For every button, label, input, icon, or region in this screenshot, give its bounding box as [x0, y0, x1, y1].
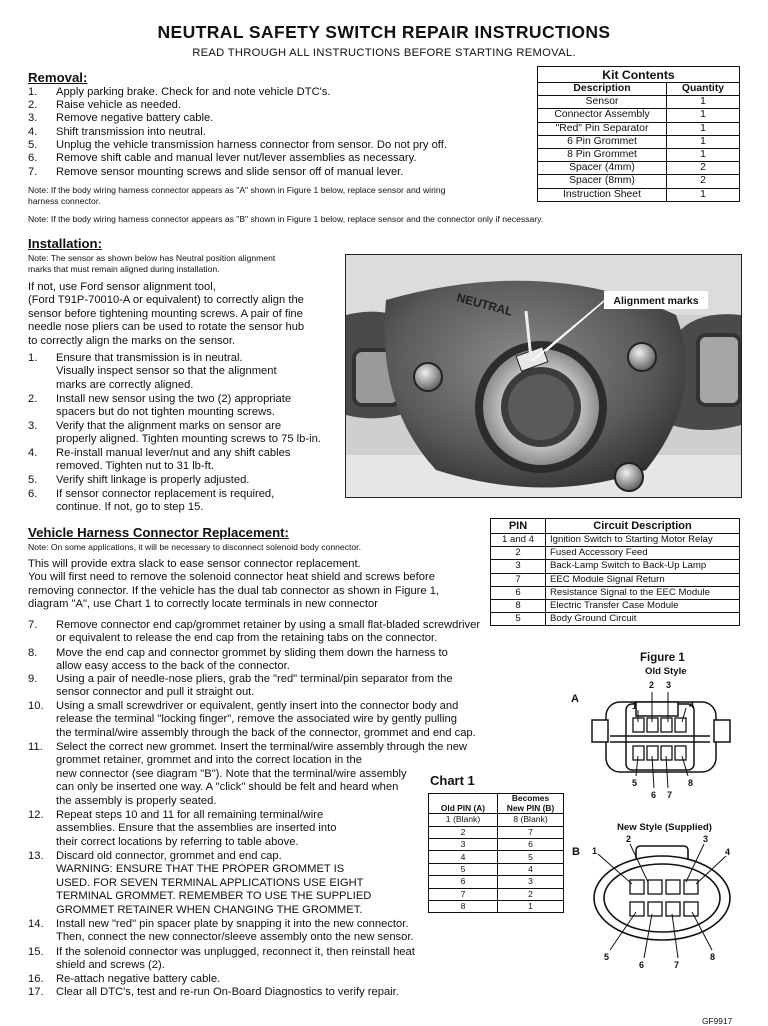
- conn-a-pin-7: 7: [667, 790, 673, 800]
- chart1-new-pin: 5: [498, 851, 564, 863]
- step-number: 5.: [28, 139, 38, 151]
- step-text-line: GROMMET RETAINER WHEN CHANGING THE GROMMET.: [56, 903, 363, 916]
- chart1-col-old: Old PIN (A): [429, 794, 498, 814]
- pin-number: 5: [491, 613, 546, 626]
- kit-quantity: 2: [667, 175, 740, 188]
- step-text-line: USED. FOR SEVEN TERMINAL APPLICATIONS USE EIGHT: [56, 876, 364, 889]
- conn-b-pin-6: 6: [639, 960, 645, 970]
- chart1-new-pin: 7: [498, 826, 564, 838]
- sensor-photo: [345, 254, 742, 498]
- pin-circuit-table: [490, 518, 740, 626]
- chart1-row: [429, 838, 564, 850]
- pin-number: 6: [491, 586, 546, 599]
- step-text-line: properly aligned. Tighten mounting screws to 75 lb-in.: [56, 433, 321, 446]
- figure1-label-b: B: [572, 846, 580, 858]
- pin-row: [491, 534, 740, 547]
- circuit-description: Back-Lamp Switch to Back-Up Lamp: [546, 560, 740, 573]
- chart1-new-pin: 8 (Blank): [498, 814, 564, 826]
- step-text-line: spacers but do not tighten mounting screws.: [56, 406, 275, 419]
- chart1-row: [429, 863, 564, 875]
- alignment-marks-callout: Alignment marks: [613, 295, 699, 307]
- step-number: 2.: [28, 393, 38, 405]
- pin-row: [491, 613, 740, 626]
- step-text: Raise vehicle as needed.: [56, 99, 182, 111]
- step-text-line: Move the end cap and connector grommet by sliding them down the harness to: [56, 647, 448, 659]
- kit-quantity: 1: [667, 135, 740, 148]
- step-text-line: assemblies. Ensure that the assemblies are inserted into: [56, 822, 337, 835]
- kit-description: "Red" Pin Separator: [538, 122, 667, 135]
- step-text-line: Verify shift linkage is properly adjusted.: [56, 474, 250, 486]
- conn-b-pin-5: 5: [604, 952, 610, 962]
- step-number: 3.: [28, 112, 38, 124]
- figure1-new-style: New Style (Supplied): [617, 822, 712, 833]
- chart1-old-pin: 8: [429, 900, 498, 912]
- step-number: 15.: [28, 946, 44, 958]
- vhcr-heading: Vehicle Harness Connector Replacement:: [28, 525, 289, 540]
- step-text-line: Visually inspect sensor so that the alignment: [56, 365, 277, 378]
- connector-b-diagram: [588, 832, 740, 972]
- step-number: 9.: [28, 673, 38, 685]
- step-number: 13.: [28, 850, 44, 862]
- chart1-old-pin: 1 (Blank): [429, 814, 498, 826]
- step-text-line: WARNING: ENSURE THAT THE PROPER GROMMET IS: [56, 863, 345, 876]
- step-number: 2.: [28, 99, 38, 111]
- step-text-line: If sensor connector replacement is required,: [56, 488, 275, 500]
- chart1-row: [429, 900, 564, 912]
- circuit-description: Ignition Switch to Starting Motor Relay: [546, 534, 740, 547]
- circuit-description: EEC Module Signal Return: [546, 573, 740, 586]
- step-number: 1.: [28, 352, 38, 364]
- step-text-line: Install new "red" pin spacer plate by snapping it into the new connector.: [56, 918, 409, 930]
- kit-quantity: 1: [667, 109, 740, 122]
- pin-col-pin: PIN: [491, 519, 546, 534]
- conn-b-pin-1: 1: [592, 846, 598, 856]
- step-text-line: If the solenoid connector was unplugged, reconnect it, then reinstall heat: [56, 946, 415, 958]
- chart1-row: [429, 814, 564, 826]
- removal-step: [28, 112, 528, 125]
- installation-heading: Installation:: [28, 236, 102, 251]
- removal-step: [28, 166, 528, 179]
- step-text-line: grommet retainer, grommet and into the correct location in the: [56, 754, 362, 767]
- kit-description: 6 Pin Grommet: [538, 135, 667, 148]
- step-text: Shift transmission into neutral.: [56, 126, 206, 138]
- step-text: Remove negative battery cable.: [56, 112, 214, 124]
- step-number: 4.: [28, 126, 38, 138]
- kit-row: [538, 162, 740, 175]
- step-text-line: TERMINAL GROMMET. REMEMBER TO USE THE SUPPLIED: [56, 890, 372, 903]
- chart1-new-pin: 1: [498, 900, 564, 912]
- step-number: 6.: [28, 488, 38, 500]
- chart1-table: [428, 793, 564, 913]
- step-text-line: the assembly is properly seated.: [56, 794, 217, 807]
- chart1-row: [429, 826, 564, 838]
- step-text-line: shield and screws (2).: [56, 959, 165, 972]
- conn-b-pin-2: 2: [626, 834, 632, 844]
- step-text-line: release the terminal "locking finger", remove the associated wire by gently pulling: [56, 713, 457, 726]
- conn-a-pin-6: 6: [651, 790, 657, 800]
- installation-note-line2: marks that must remain aligned during installation.: [28, 264, 220, 274]
- circuit-description: Body Ground Circuit: [546, 613, 740, 626]
- step-text-line: Then, connect the new connector/sleeve assembly onto the new sensor.: [56, 931, 414, 944]
- kit-description: Sensor: [538, 96, 667, 109]
- installation-paragraph-line: sensor before tightening mounting screws. A pair of fine: [28, 307, 303, 320]
- step-number: 10.: [28, 700, 44, 712]
- vhcr-paragraph-line: This will provide extra slack to ease sensor connector replacement.: [28, 558, 361, 570]
- chart1-old-pin: 4: [429, 851, 498, 863]
- chart1-col-new-line2: New PIN (B): [506, 802, 555, 813]
- figure1-title: Figure 1: [640, 652, 685, 664]
- step-number: 12.: [28, 809, 44, 821]
- kit-quantity: 2: [667, 162, 740, 175]
- kit-quantity: 1: [667, 96, 740, 109]
- pin-number: 2: [491, 547, 546, 560]
- kit-description: Spacer (8mm): [538, 175, 667, 188]
- removal-step: [28, 152, 528, 165]
- kit-contents-title: Kit Contents: [538, 67, 740, 83]
- step-number: 5.: [28, 474, 38, 486]
- pin-row: [491, 547, 740, 560]
- photo-engraving: NEUTRAL: [455, 290, 515, 319]
- conn-b-pin-8: 8: [710, 952, 716, 962]
- pin-number: 1 and 4: [491, 534, 546, 547]
- step-text-line: continue. If not, go to step 15.: [56, 501, 204, 514]
- step-number: 7.: [28, 166, 38, 178]
- vhcr-paragraph-line: diagram "A", use Chart 1 to correctly locate terminals in new connector: [28, 598, 378, 611]
- kit-row: [538, 109, 740, 122]
- chart1-col-new-line1: Becomes: [511, 793, 550, 803]
- chart1-title: Chart 1: [430, 773, 475, 788]
- removal-note-b: Note: If the body wiring harness connector appears as "B" shown in Figure 1 below, replace sensor and the connector only if necessary.: [28, 214, 544, 224]
- conn-b-pin-4: 4: [725, 847, 731, 857]
- conn-a-pin-2: 2: [649, 680, 655, 690]
- kit-contents-table: [537, 66, 740, 202]
- conn-a-pin-8: 8: [688, 778, 694, 788]
- circuit-description: Fused Accessory Feed: [546, 547, 740, 560]
- chart1-row: [429, 888, 564, 900]
- step-text-line: allow easy access to the back of the connector.: [56, 660, 290, 673]
- kit-col-quantity: Quantity: [667, 83, 740, 96]
- conn-a-pin-5: 5: [632, 778, 638, 788]
- footer-code: GF9917: [702, 1016, 733, 1026]
- conn-a-pin-4: 4: [689, 700, 695, 710]
- kit-description: Connector Assembly: [538, 109, 667, 122]
- pin-row: [491, 573, 740, 586]
- installation-paragraph-line: (Ford T91P-70010-A or equivalent) to correctly align the: [28, 294, 304, 307]
- step-text-line: Discard old connector, grommet and end cap.: [56, 850, 282, 862]
- conn-a-pin-3: 3: [666, 680, 672, 690]
- step-text-line: removed. Tighten nut to 31 lb-ft.: [56, 460, 214, 473]
- kit-row: [538, 96, 740, 109]
- chart1-new-pin: 6: [498, 838, 564, 850]
- removal-step: [28, 139, 528, 152]
- step-text-line: Verify that the alignment marks on sensor are: [56, 420, 282, 432]
- circuit-description: Electric Transfer Case Module: [546, 599, 740, 612]
- chart1-old-pin: 7: [429, 888, 498, 900]
- vhcr-note: Note: On some applications, it will be necessary to disconnect solenoid body connector.: [28, 542, 361, 552]
- step-number: 7.: [28, 619, 38, 631]
- removal-note-a-line2: harness connector.: [28, 196, 101, 206]
- chart1-old-pin: 2: [429, 826, 498, 838]
- step-text-line: Remove connector end cap/grommet retainer by using a small flat-bladed screwdriver: [56, 619, 481, 631]
- step-text: Remove sensor mounting screws and slide sensor off of manual lever.: [56, 166, 404, 178]
- step-text-line: Install new sensor using the two (2) appropriate: [56, 393, 292, 405]
- step-text-line: or equivalent to release the end cap from the retaining tabs on the connector.: [56, 632, 438, 645]
- step-text-line: Re-attach negative battery cable.: [56, 973, 221, 985]
- step-text-line: Using a small screwdriver or equivalent, gently insert into the connector body and: [56, 700, 459, 712]
- kit-quantity: 1: [667, 148, 740, 161]
- kit-col-description: Description: [538, 83, 667, 96]
- removal-step: [28, 126, 528, 139]
- kit-description: 8 Pin Grommet: [538, 148, 667, 161]
- page-subtitle: READ THROUGH ALL INSTRUCTIONS BEFORE STARTING REMOVAL.: [192, 47, 576, 59]
- circuit-description: Resistance Signal to the EEC Module: [546, 586, 740, 599]
- installation-note-line1: Note: The sensor as shown below has Neutral position alignment: [28, 253, 276, 263]
- kit-row: [538, 122, 740, 135]
- chart1-row: [429, 876, 564, 888]
- pin-row: [491, 586, 740, 599]
- removal-step: [28, 86, 528, 99]
- step-text: Remove shift cable and manual lever nut/lever assemblies as necessary.: [56, 152, 417, 164]
- step-number: 1.: [28, 86, 38, 98]
- pin-number: 3: [491, 560, 546, 573]
- removal-step: [28, 99, 528, 112]
- step-text-line: marks are correctly aligned.: [56, 378, 194, 391]
- chart1-new-pin: 2: [498, 888, 564, 900]
- conn-b-pin-3: 3: [703, 834, 709, 844]
- kit-quantity: 1: [667, 122, 740, 135]
- pin-col-circuit: Circuit Description: [546, 519, 740, 534]
- installation-paragraph-line: needle nose pliers can be used to rotate the sensor hub: [28, 321, 305, 334]
- chart1-old-pin: 6: [429, 876, 498, 888]
- pin-number: 8: [491, 599, 546, 612]
- step-text-line: Ensure that transmission is in neutral.: [56, 352, 243, 364]
- chart1-old-pin: 5: [429, 863, 498, 875]
- figure1-old-style: Old Style: [645, 666, 687, 677]
- chart1-row: [429, 851, 564, 863]
- step-text-line: sensor connector and pull it straight out.: [56, 686, 255, 699]
- conn-a-pin-1: 1: [632, 701, 638, 711]
- step-text-line: Clear all DTC's, test and re-run On-Board Diagnostics to verify repair.: [56, 986, 399, 998]
- pin-row: [491, 560, 740, 573]
- kit-quantity: 1: [667, 188, 740, 201]
- pin-number: 7: [491, 573, 546, 586]
- removal-note-a-line1: Note: If the body wiring harness connector appears as "A" shown in Figure 1 below, replace sensor and wiring: [28, 185, 446, 195]
- vhcr-paragraph-line: removing connector. If the vehicle has the dual tab connector as shown in Figure 1,: [28, 584, 440, 597]
- conn-b-pin-7: 7: [674, 960, 680, 970]
- step-text-line: can only be inserted one way. A "click" should be felt and heard when: [56, 781, 399, 794]
- step-number: 16.: [28, 973, 44, 985]
- step-number: 8.: [28, 647, 38, 659]
- kit-row: [538, 148, 740, 161]
- installation-paragraph-line: If not, use Ford sensor alignment tool,: [28, 281, 216, 293]
- step-text-line: their correct locations by referring to table above.: [56, 835, 299, 848]
- kit-description: Instruction Sheet: [538, 188, 667, 201]
- step-text-line: Select the correct new grommet. Insert the terminal/wire assembly through the new: [56, 741, 468, 753]
- kit-row: [538, 188, 740, 201]
- step-number: 6.: [28, 152, 38, 164]
- removal-heading: Removal:: [28, 70, 88, 85]
- page-title: NEUTRAL SAFETY SWITCH REPAIR INSTRUCTIONS: [157, 22, 611, 42]
- kit-description: Spacer (4mm): [538, 162, 667, 175]
- step-number: 11.: [28, 741, 43, 753]
- kit-row: [538, 135, 740, 148]
- pin-row: [491, 599, 740, 612]
- step-number: 14.: [28, 918, 44, 930]
- vhcr-paragraph-line: You will first need to remove the solenoid connector heat shield and screws before: [28, 571, 435, 584]
- step-text-line: Using a pair of needle-nose pliers, grab the "red" terminal/pin separator from the: [56, 673, 453, 685]
- connector-a-diagram: [590, 676, 740, 806]
- step-number: 3.: [28, 420, 38, 432]
- figure1-label-a: A: [571, 693, 579, 705]
- chart1-new-pin: 4: [498, 863, 564, 875]
- step-number: 17.: [28, 986, 44, 998]
- step-text: Unplug the vehicle transmission harness connector from sensor. Do not pry off.: [56, 139, 447, 151]
- chart1-old-pin: 3: [429, 838, 498, 850]
- step-text-line: the terminal/wire assembly through the back of the connector, grommet and end cap.: [56, 726, 476, 739]
- sensor-photo-drawing: [346, 255, 741, 497]
- step-text: Apply parking brake. Check for and note vehicle DTC's.: [56, 86, 331, 98]
- installation-paragraph-line: to correctly align the marks on the sensor.: [28, 334, 236, 347]
- chart1-new-pin: 3: [498, 876, 564, 888]
- kit-row: [538, 175, 740, 188]
- step-text-line: Re-install manual lever/nut and any shift cables: [56, 447, 291, 459]
- step-number: 4.: [28, 447, 38, 459]
- step-text-line: new connector (see diagram "B"). Note that the terminal/wire assembly: [56, 767, 407, 780]
- step-text-line: Repeat steps 10 and 11 for all remaining terminal/wire: [56, 809, 324, 821]
